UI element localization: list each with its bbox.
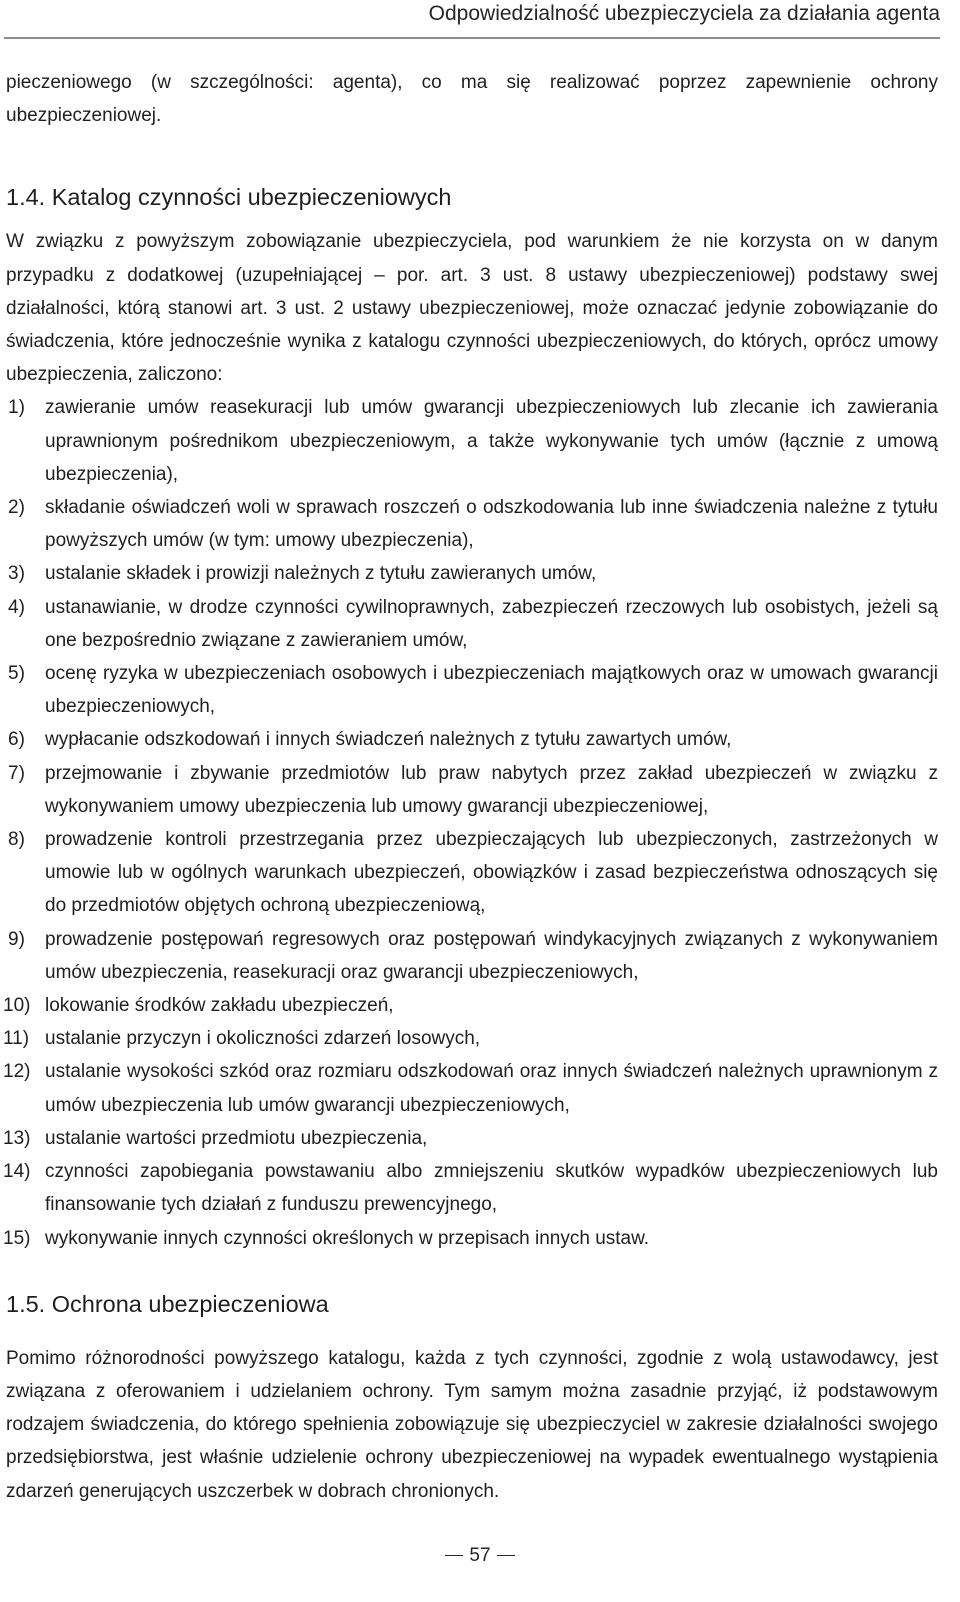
list-item-number: 9) (8, 928, 25, 950)
list-item-text: wypłacanie odszkodowań i innych świadczeń należnych z tytułu zawartych umów, (45, 729, 732, 751)
section-1-4-paragraph: W związku z powyższym zobowiązanie ubezpieczyciela, pod warunkiem że nie korzysta on w danym przypadku z dodatkowej (uzupełniającej – por. art. 3 ust. 8 ustawy ubezpieczeniowej) podstawy swej działalności, którą stanowi art. 3 ust. 2 ustawy ubezpieczeniowej, może oznaczać jedynie zobowiązanie do świadczenia, które jednocześnie wynika z katalogu czynności ubezpieczeniowych, do których, oprócz umowy ubezpieczenia, zaliczono: (6, 231, 938, 386)
activities-list (3, 391, 938, 1254)
list-item (6, 757, 938, 823)
list-item-text: przejmowanie i zbywanie przedmiotów lub praw nabytych przez zakład ubezpieczeń w związku z wykonywaniem umowy ubezpieczenia lub umowy gwarancji ubezpieczeniowej, (45, 762, 938, 817)
list-item-text: ocenę ryzyka w ubezpieczeniach osobowych i ubezpieczeniach majątkowych oraz w umowach gwarancji ubezpieczeniowych, (45, 663, 938, 718)
list-item-number: 2) (8, 497, 25, 519)
page-body (3, 66, 938, 1508)
header-rule (4, 37, 940, 39)
list-item (3, 1122, 938, 1155)
list-item-number: 6) (8, 729, 25, 751)
list-item-number: 12) (3, 1061, 31, 1083)
list-item-number: 7) (8, 762, 25, 784)
list-item (3, 1055, 938, 1121)
intro-paragraph: pieczeniowego (w szczególności: agenta), co ma się realizować poprzez zapewnienie ochrony ubezpieczeniowej. (6, 72, 938, 127)
list-item-text: ustalanie wartości przedmiotu ubezpieczenia, (45, 1127, 428, 1149)
list-item-text: ustalanie składek i prowizji należnych z tytułu zawieranych umów, (45, 563, 597, 585)
list-item-number: 11) (3, 1028, 30, 1050)
list-item-text: ustalanie przyczyn i okoliczności zdarzeń losowych, (45, 1028, 481, 1050)
list-item-text: wykonywanie innych czynności określonych w przepisach innych ustaw. (45, 1227, 650, 1249)
list-item-text: składanie oświadczeń woli w sprawach roszczeń o odszkodowania lub inne świadczenia należne z tytułu powyższych umów (w tym: umowy ubezpieczenia), (45, 497, 938, 552)
list-item (3, 1155, 938, 1221)
list-item-text: ustanawianie, w drodze czynności cywilnoprawnych, zabezpieczeń rzeczowych lub osobistych, jeżeli są one bezpośrednio związane z zawieraniem umów, (45, 596, 938, 651)
list-item (6, 391, 938, 491)
list-item (6, 557, 938, 590)
list-item-text: czynności zapobiegania powstawaniu albo zmniejszeniu skutków wypadków ubezpieczeniowych lub finansowanie tych działań z funduszu prewencyjnego, (45, 1161, 938, 1216)
list-item-number: 5) (8, 663, 25, 685)
list-item-number: 13) (3, 1127, 31, 1149)
list-item-text: lokowanie środków zakładu ubezpieczeń, (45, 995, 394, 1017)
list-item (3, 1022, 938, 1055)
list-item-number: 14) (3, 1161, 31, 1183)
list-item (3, 1222, 938, 1255)
list-item-number: 4) (8, 596, 25, 618)
section-1-5-paragraph: Pomimo różnorodności powyższego katalogu, każda z tych czynności, zgodnie z wolą ustawodawcy, jest związana z oferowaniem i udzielaniem ochrony. Tym samym można zasadnie przyjąć, iż podstawowym rodzajem świadczenia, do którego spełnienia zobowiązuje się ubezpieczyciel w zakresie działalności swojego przedsiębiorstwa, jest właśnie udzielenie ochrony ubezpieczeniowej na wypadek ewentualnego wystąpienia zdarzeń generujących uszczerbek w dobrach chronionych. (6, 1347, 938, 1502)
section-1-4-heading: 1.4. Katalog czynności ubezpieczeniowych (6, 184, 452, 211)
list-item (3, 989, 938, 1022)
list-item-number: 10) (3, 995, 31, 1017)
list-item (6, 923, 938, 989)
page-number: 57 (469, 1545, 491, 1566)
page-footer (0, 1545, 960, 1567)
list-item-number: 3) (8, 563, 25, 585)
list-item-number: 1) (8, 397, 25, 419)
list-item-number: 15) (3, 1227, 31, 1249)
list-item-text: ustalanie wysokości szkód oraz rozmiaru odszkodowań oraz innych świadczeń należnych uprawnionym z umów ubezpieczenia lub umów gwarancji ubezpieczeniowych, (45, 1061, 938, 1116)
list-item-text: prowadzenie postępowań regresowych oraz postępowań windykacyjnych związanych z wykonywaniem umów ubezpieczenia, reasekuracji oraz gwarancji ubezpieczeniowych, (45, 928, 938, 983)
folio-dash-left (445, 1555, 463, 1556)
list-item (6, 723, 938, 756)
list-item-text: zawieranie umów reasekuracji lub umów gwarancji ubezpieczeniowych lub zlecanie ich zawierania uprawnionym pośrednikom ubezpieczeniowym, a także wykonywanie tych umów (łącznie z umową ubezpieczenia), (45, 397, 938, 485)
list-item-text: prowadzenie kontroli przestrzegania przez ubezpieczających lub ubezpieczonych, zastrzeżonych w umowie lub w ogólnych warunkach ubezpieczeń, obowiązków i zasad bezpieczeństwa odnoszących się do przedmiotów objętych ochroną ubezpieczeniową, (45, 829, 938, 917)
list-item-number: 8) (8, 829, 25, 851)
list-item (6, 591, 938, 657)
section-1-5-heading: 1.5. Ochrona ubezpieczeniowa (6, 1290, 329, 1317)
running-head: Odpowiedzialność ubezpieczyciela za działania agenta (428, 2, 940, 25)
list-item (6, 823, 938, 923)
folio-dash-right (497, 1555, 515, 1556)
list-item (6, 657, 938, 723)
list-item (6, 491, 938, 557)
